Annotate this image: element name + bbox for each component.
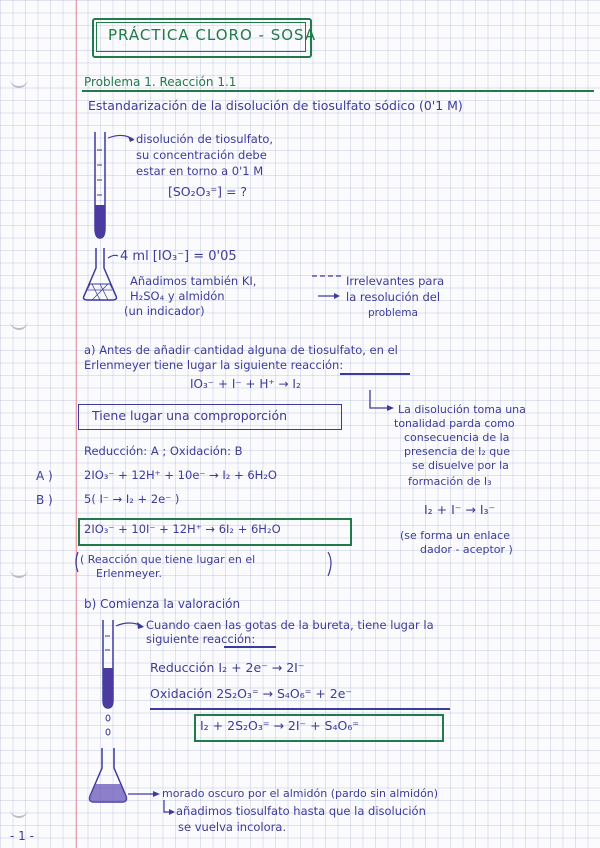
half-reaction-a: 2IO₃⁻ + 12H⁺ + 10e⁻ → I₂ + 6H₂O	[84, 468, 277, 482]
comproportionation-label: Tiene lugar una comproporción	[92, 408, 288, 423]
flask-note-line: Añadimos también KI,	[130, 274, 257, 288]
overall-reaction-a: 2IO₃⁻ + 10I⁻ + 12H⁺ → 6I₂ + 6H₂O	[84, 522, 281, 536]
iodate-volume: 4 ml [IO₃⁻] = 0'05	[120, 249, 237, 264]
part-a-text: Erlenmeyer tiene lugar la siguiente reacción:	[84, 358, 344, 372]
reduction-half-reaction: Reducción I₂ + 2e⁻ → 2I⁻	[150, 660, 305, 675]
page-number: - 1 -	[10, 829, 34, 843]
problem-heading: Problema 1. Reacción 1.1	[84, 75, 237, 89]
part-b-heading: b) Comienza la valoración	[84, 597, 241, 611]
redox-labels: Reducción: A ; Oxidación: B	[84, 444, 243, 458]
oxidation-half-reaction: Oxidación 2S₂O₃⁼ → S₄O₆⁼ + 2e⁻	[150, 686, 353, 701]
flask-note-line: (un indicador)	[124, 304, 205, 318]
side-note-line: consecuencia de la	[404, 431, 510, 444]
part-b-text: siguiente reacción:	[146, 632, 256, 646]
erlenmeyer-flask-icon	[84, 248, 119, 300]
label-b: B )	[36, 493, 53, 507]
endpoint-note: morado oscuro por el almidón (pardo sin almidón)	[162, 787, 439, 800]
thiosulfate-concentration-formula: [SO₂O₃⁼] = ?	[168, 184, 248, 199]
triiodide-reaction: I₂ + I⁻ → I₃⁻	[424, 502, 496, 517]
complex-note: dador - aceptor )	[420, 543, 513, 556]
half-reaction-b: 5( I⁻ → I₂ + 2e⁻ )	[84, 492, 180, 506]
part-b-text: Cuando caen las gotas de la bureta, tiene lugar la	[146, 618, 434, 632]
side-note-line: La disolución toma una	[398, 403, 526, 416]
irrelevant-note-line: la resolución del	[346, 290, 441, 304]
overall-reaction-b: I₂ + 2S₂O₃⁼ → 2I⁻ + S₄O₆⁼	[200, 718, 359, 733]
page-title: PRÁCTICA CLORO - SOSA	[108, 26, 317, 44]
part-a-text: a) Antes de añadir cantidad alguna de tiosulfato, en el	[84, 343, 398, 357]
endpoint-note: se vuelva incolora.	[178, 820, 287, 834]
burette-icon	[95, 132, 134, 238]
flask-note-line: H₂SO₄ y almidón	[130, 289, 225, 303]
side-note-line: tonalidad parda como	[394, 417, 515, 430]
comproportionation-reaction: IO₃⁻ + I⁻ + H⁺ → I₂	[190, 377, 301, 391]
burette-note-line: estar en torno a 0'1 M	[136, 164, 264, 178]
label-a: A )	[36, 469, 53, 483]
erlenmeyer-note: ( Reacción que tiene lugar en el	[80, 553, 256, 566]
burette-note-line: su concentración debe	[136, 148, 267, 162]
side-note-line: se disuelve por la	[412, 459, 509, 472]
erlenmeyer-note: Erlenmeyer.	[96, 567, 163, 580]
side-note-line: formación de I₃	[408, 475, 492, 488]
complex-note: (se forma un enlace	[400, 529, 510, 542]
side-note-line: presencia de I₂ que	[404, 445, 510, 458]
irrelevant-note-line: Irrelevantes para	[346, 274, 445, 288]
burette-note-line: disolución de tiosulfato,	[136, 132, 274, 146]
irrelevant-note-line: problema	[368, 307, 418, 319]
erlenmeyer-flask-icon	[90, 748, 176, 815]
standardization-text: Estandarización de la disolución de tiosulfato sódico (0'1 M)	[88, 98, 463, 113]
burette-icon	[103, 620, 144, 735]
endpoint-note: añadimos tiosulfato hasta que la disolución	[176, 804, 426, 818]
